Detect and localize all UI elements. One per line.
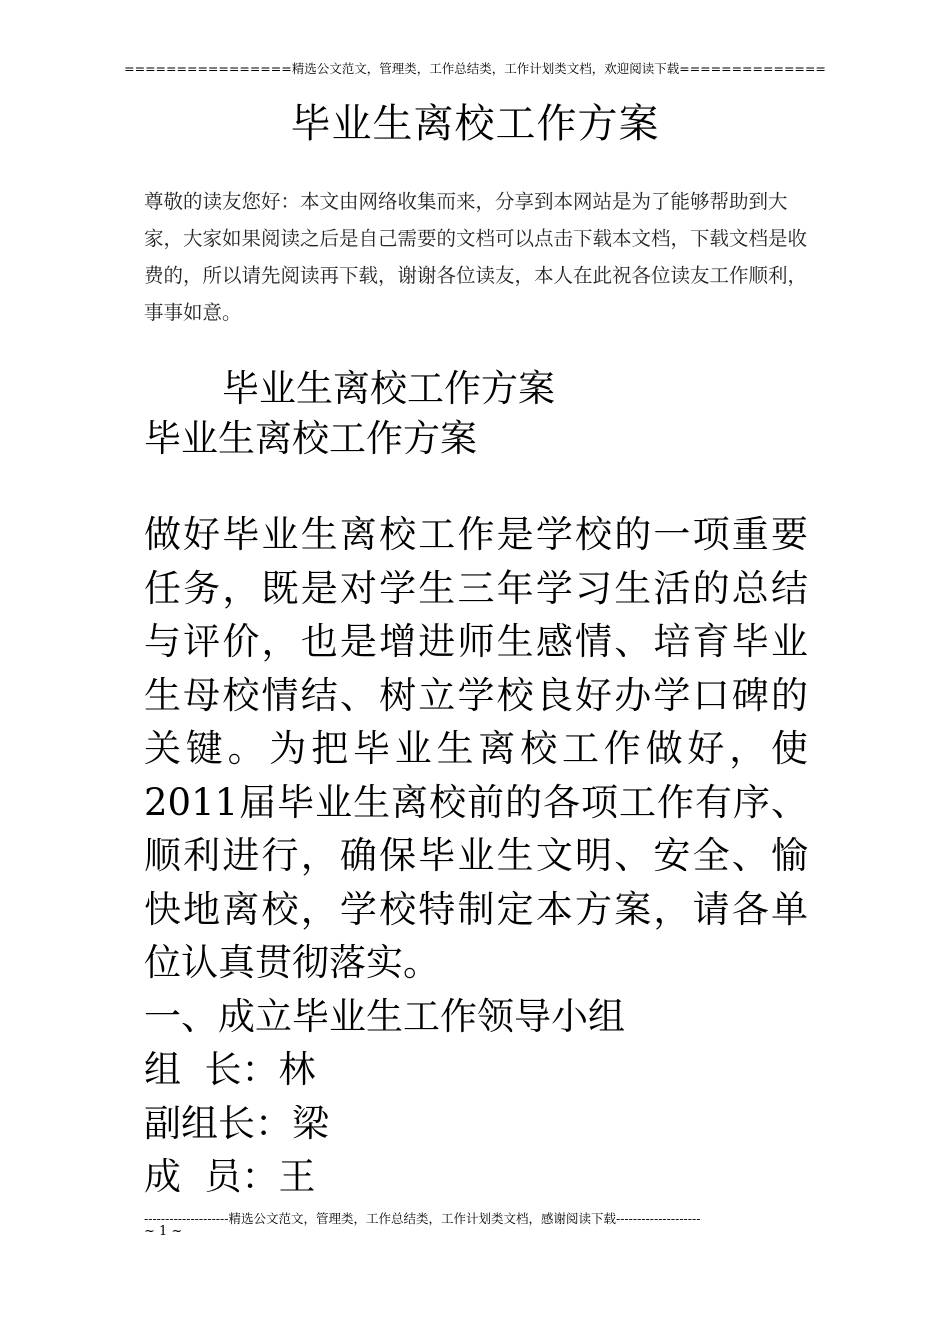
header-banner: ================精选公文范文，管理类，工作总结类，工作计划类文档，欢迎阅读下载============== — [124, 61, 826, 76]
document-title: 毕业生离校工作方案 — [290, 101, 660, 147]
body-paragraph: 做好毕业生离校工作是学校的一项重要任务，既是对学生三年学习生活的总结与评价，也是增进师生感情、培育毕业生母校情结、树立学校良好办学口碑的关键。为把毕业生离校工作做好，使2011届毕业生离校前的各项工作有序、顺利进行，确保毕业生文明、安全、愉快地离校，学校特制定本方案，请各单位认真贯彻落实。 — [144, 513, 808, 984]
body-content — [144, 508, 808, 1204]
member-line-member: 成 员：王 — [144, 1155, 316, 1198]
section-title: 毕业生离校工作方案 — [144, 417, 477, 460]
section-heading: 一、成立毕业生工作领导小组 — [144, 994, 625, 1038]
page-number: ~ 1 ~ — [144, 1224, 183, 1239]
member-line-deputy: 副组长：梁 — [144, 1101, 329, 1145]
member-line-leader: 组 长：林 — [144, 1048, 316, 1091]
section-title-indented: 毕业生离校工作方案 — [222, 367, 555, 410]
footer-banner: --------------------精选公文范文，管理类，工作总结类，工作计划类文档，感谢阅读下载-------------------- — [144, 1211, 701, 1226]
intro-paragraph: 尊敬的读友您好：本文由网络收集而来，分享到本网站是为了能够帮助到大家，大家如果阅读之后是自己需要的文档可以点击下载本文档，下载文档是收费的，所以请先阅读再下载，谢谢各位读友，本人在此祝各位读友工作顺利，事事如意。 — [144, 190, 808, 324]
